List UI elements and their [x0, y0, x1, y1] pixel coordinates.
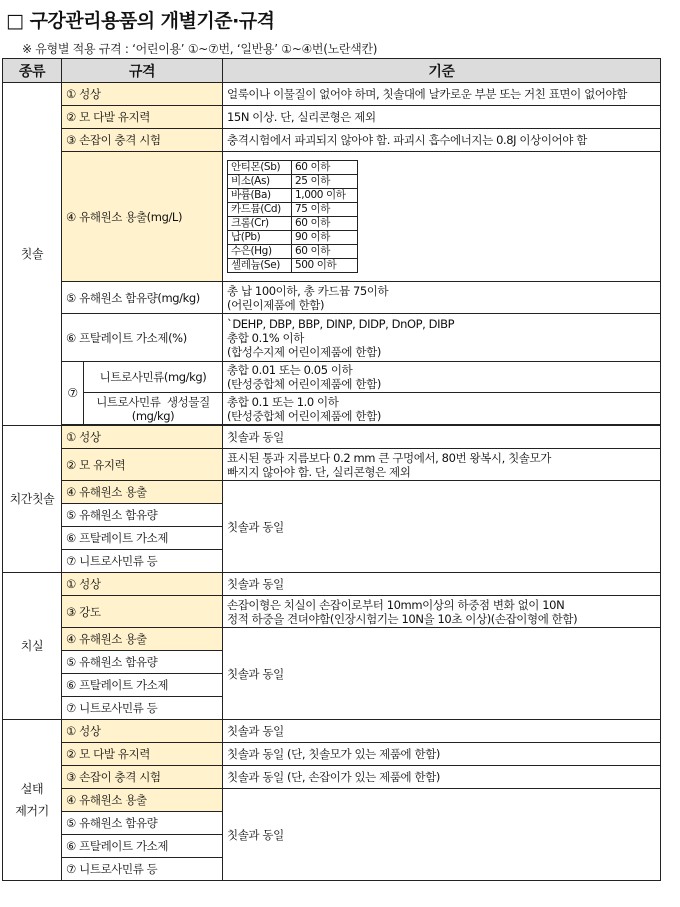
limit-element: 셀레늄(Se) [228, 259, 292, 273]
limit-row [228, 189, 358, 203]
limit-value: 1,000 이하 [292, 189, 358, 203]
limit-row [228, 203, 358, 217]
standard-line: (합성수지제 어린이제품에 한함) [227, 344, 381, 359]
standard-line: 총합 0.1 또는 1.0 이하 [227, 394, 339, 409]
limit-element: 납(Pb) [228, 231, 292, 245]
standard-cell [223, 282, 661, 314]
table-row [3, 314, 661, 362]
standard-cell: 칫솔과 동일 (단, 손잡이가 있는 제품에 한함) [223, 766, 661, 789]
standard-cell [223, 314, 661, 362]
limit-value: 60 이하 [292, 245, 358, 259]
spec-cell: ④ 유해원소 용출 [62, 628, 223, 651]
page-title: □ 구강관리용품의 개별기준·규격 [6, 10, 275, 32]
spec-cell: ③ 강도 [62, 596, 223, 628]
spec-line: 니트로사민류 생성물질 [96, 394, 210, 409]
spec-cell: ② 모 유지력 [62, 449, 223, 481]
standard-cell: 칫솔과 동일 [223, 720, 661, 743]
table-row [3, 426, 661, 449]
category-toothbrush: 칫솔 [3, 83, 62, 426]
table-header-row [3, 59, 661, 83]
category-interdental: 치간칫솔 [3, 426, 62, 573]
table-row [3, 743, 661, 766]
page-subtitle: ※ 유형별 적용 규격 : ‘어린이용’ ①~⑦번, ‘일반용’ ①~④번(노란색칸) [22, 42, 378, 56]
spec-cell: ④ 유해원소 용출 [62, 789, 223, 812]
standard-cell [223, 152, 661, 282]
table-row [3, 152, 661, 282]
spec-cell: ③ 손잡이 충격 시험 [62, 129, 223, 152]
standard-cell: 칫솔과 동일 [223, 573, 661, 596]
category-floss: 치실 [3, 573, 62, 720]
standard-line: 표시된 통과 지름보다 0.2 mm 큰 구멍에서, 80번 왕복시, 칫솔모가 [227, 450, 551, 465]
standard-cell: 칫솔과 동일 [223, 481, 661, 573]
spec-cell: ④ 유해원소 용출 [62, 481, 223, 504]
table-row [3, 129, 661, 152]
limit-element: 안티몬(Sb) [228, 161, 292, 175]
table-row [3, 393, 661, 425]
limit-row [228, 217, 358, 231]
standard-line: 빠지지 않아야 함. 단, 실리콘형은 제외 [227, 464, 411, 479]
elution-limits-table [227, 160, 358, 273]
limit-row [228, 245, 358, 259]
spec-cell: ① 성상 [62, 426, 223, 449]
limit-row [228, 175, 358, 189]
table-row [3, 83, 661, 106]
table-row [3, 789, 661, 812]
limit-value: 25 이하 [292, 175, 358, 189]
header-category: 종류 [3, 59, 62, 83]
table-row [3, 766, 661, 789]
table-row [3, 628, 661, 651]
limit-element: 비소(As) [228, 175, 292, 189]
spec-cell: ④ 유해원소 용출(mg/L) [62, 152, 223, 282]
spec-cell: ② 모 다발 유지력 [62, 106, 223, 129]
standard-cell: 칫솔과 동일 [223, 789, 661, 881]
spec-cell: ⑤ 유해원소 함유량 [62, 504, 223, 527]
standard-line: 총합 0.01 또는 0.05 이하 [227, 363, 353, 377]
limit-value: 500 이하 [292, 259, 358, 273]
spec-cell: ⑥ 프탈레이트 가소제 [62, 527, 223, 550]
limit-row [228, 259, 358, 273]
standard-cell [223, 449, 661, 481]
header-spec: 규격 [62, 59, 223, 83]
limit-element: 카드뮴(Cd) [228, 203, 292, 217]
standard-cell: 칫솔과 동일 (단, 칫솔모가 있는 제품에 한함) [223, 743, 661, 766]
standard-line: (어린이제품에 한함) [227, 297, 325, 312]
limit-value: 60 이하 [292, 161, 358, 175]
spec-cell: ② 모 다발 유지력 [62, 743, 223, 766]
spec-cell: ① 성상 [62, 573, 223, 596]
standard-line: 총 납 100이하, 총 카드뮴 75이하 [227, 283, 389, 298]
table-row [3, 720, 661, 743]
standards-table [2, 58, 661, 881]
standard-line: `DEHP, DBP, BBP, DINP, DIDP, DnOP, DIBP [227, 316, 455, 331]
limit-element: 바륨(Ba) [228, 189, 292, 203]
table-row [3, 449, 661, 481]
standard-cell [223, 393, 661, 425]
table-row [3, 362, 661, 393]
standard-cell: 칫솔과 동일 [223, 426, 661, 449]
spec-cell: ⑤ 유해원소 함유량 [62, 651, 223, 674]
spec-cell: ③ 손잡이 충격 시험 [62, 766, 223, 789]
spec-cell: ① 성상 [62, 720, 223, 743]
limit-element: 수은(Hg) [228, 245, 292, 259]
spec-cell: ⑤ 유해원소 함유량 [62, 812, 223, 835]
limit-value: 75 이하 [292, 203, 358, 217]
spec-line: (mg/kg) [131, 408, 175, 423]
table-row [3, 573, 661, 596]
limit-value: 60 이하 [292, 217, 358, 231]
spec-cell: ⑦ 니트로사민류 등 [62, 550, 223, 573]
limit-row [228, 231, 358, 245]
standard-line: 총합 0.1% 이하 [227, 330, 304, 345]
standard-cell: 얼룩이나 이물질이 없어야 하며, 칫솔대에 날카로운 부분 또는 거친 표면이 없어야함 [223, 83, 661, 106]
spec-cell: ⑤ 유해원소 함유량(mg/kg) [62, 282, 223, 314]
spec-cell: ⑦ 니트로사민류 등 [62, 697, 223, 720]
spec-cell [84, 393, 223, 425]
category-line: 설태 [20, 782, 44, 796]
spec-cell: 니트로사민류(mg/kg) [84, 362, 223, 393]
category-line: 제거기 [15, 804, 49, 818]
limit-row [228, 161, 358, 175]
standard-cell [223, 362, 661, 393]
table-row [3, 282, 661, 314]
spec-cell: ⑥ 프탈레이트 가소제 [62, 835, 223, 858]
standard-cell: 칫솔과 동일 [223, 628, 661, 720]
standard-cell: 충격시험에서 파괴되지 않아야 함. 파괴시 흡수에너지는 0.8J 이상이어야 함 [223, 129, 661, 152]
standard-line: (탄성중합체 어린이제품에 한함) [227, 377, 381, 391]
spec-number: ⑦ [62, 362, 84, 425]
table-row [3, 481, 661, 504]
standard-cell: 15N 이상. 단, 실리콘형은 제외 [223, 106, 661, 129]
header-standard: 기준 [223, 59, 661, 83]
spec-cell: ⑦ 니트로사민류 등 [62, 858, 223, 881]
table-row [3, 106, 661, 129]
standard-line: (탄성중합체 어린이제품에 한함) [227, 408, 381, 423]
standard-line: 정적 하중을 견뎌야함(인장시험기는 10N을 10초 이상)(손잡이형에 한함) [227, 611, 578, 626]
limit-value: 90 이하 [292, 231, 358, 245]
table-row [3, 596, 661, 628]
spec-cell: ⑥ 프탈레이트 가소제(%) [62, 314, 223, 362]
category-tongue-cleaner [3, 720, 62, 881]
standard-line: 손잡이형은 치실이 손잡이로부터 10mm이상의 하중점 변화 없이 10N [227, 597, 565, 612]
standard-cell [223, 596, 661, 628]
spec-cell: ① 성상 [62, 83, 223, 106]
limit-element: 크롬(Cr) [228, 217, 292, 231]
spec-cell: ⑥ 프탈레이트 가소제 [62, 674, 223, 697]
